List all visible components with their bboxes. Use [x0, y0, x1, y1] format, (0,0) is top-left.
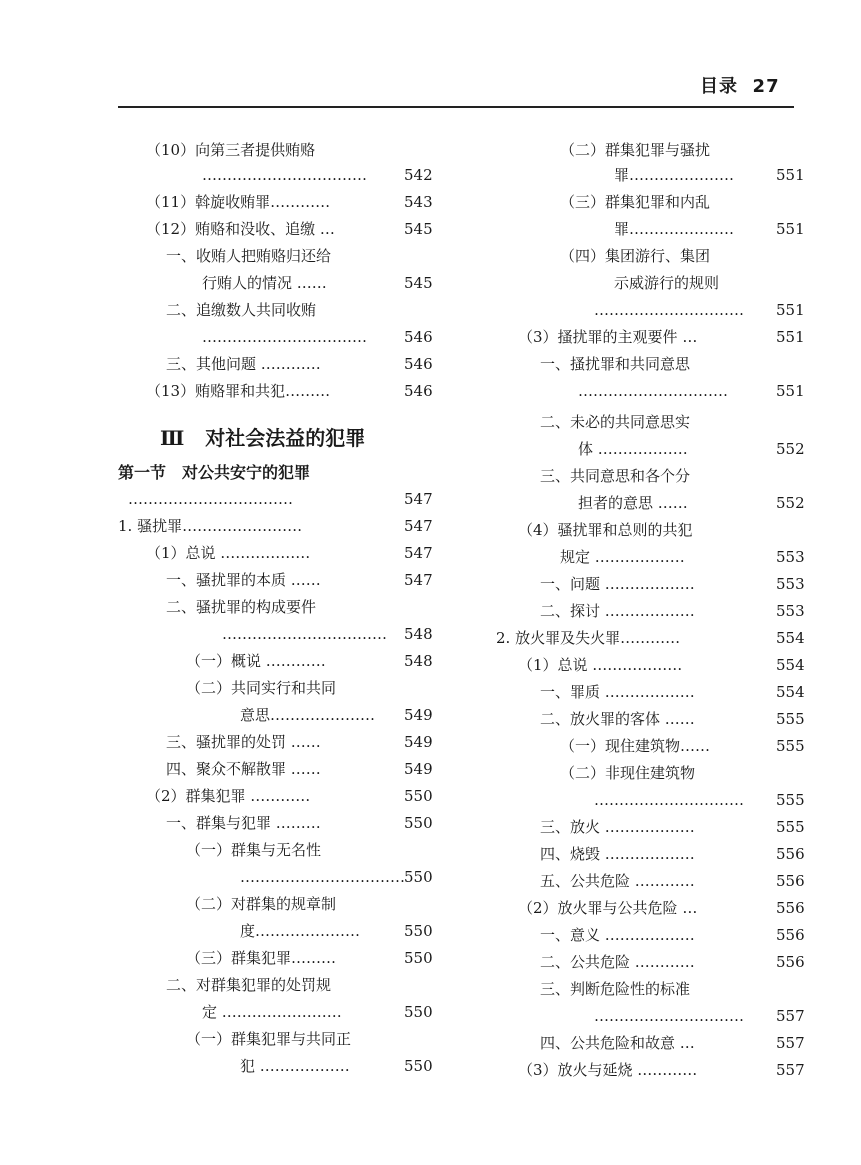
toc-page-number: 555 [776, 737, 805, 755]
running-header [700, 72, 780, 98]
toc-entry: …………………………… [222, 625, 387, 643]
toc-entry: 五、公共危险 ………… [540, 872, 695, 890]
toc-page-number: 550 [404, 868, 433, 886]
toc-page-number: 556 [776, 899, 805, 917]
toc-page-number: 556 [776, 953, 805, 971]
toc-entry: 三、其他问题 ………… [166, 355, 321, 373]
toc-page-number: 551 [776, 166, 805, 184]
header-page-number: 27 [752, 76, 780, 97]
toc-page-number: 550 [404, 787, 433, 805]
toc-page-number: 550 [404, 949, 433, 967]
toc-page-number: 553 [776, 548, 805, 566]
toc-entry: 二、放火罪的客体 …… [540, 710, 695, 728]
toc-entry: 一、意义 ……………… [540, 926, 695, 944]
toc-entry: 二、公共危险 ………… [540, 953, 695, 971]
toc-entry: 示威游行的规则 [614, 274, 720, 292]
part-title: 对社会法益的犯罪 [205, 426, 366, 450]
toc-page-number: 548 [404, 652, 433, 670]
toc-page-number: 556 [776, 845, 805, 863]
toc-page-number: 555 [776, 818, 805, 836]
toc-page-number: 554 [776, 656, 805, 674]
toc-entry: 一、骚扰罪的本质 …… [166, 571, 321, 589]
toc-entry: （四）集团游行、集团 [560, 247, 711, 265]
toc-entry: 1. 骚扰罪…………………… [118, 517, 303, 535]
toc-page-number: 549 [404, 733, 433, 751]
toc-entry: …………………………… [202, 166, 367, 184]
toc-entry: ………………………… [594, 791, 744, 809]
toc-entry: 三、共同意思和各个分 [540, 467, 691, 485]
toc-page-number: 557 [776, 1007, 805, 1025]
toc-page-number: 556 [776, 872, 805, 890]
chapter-heading: 第一节 对公共安宁的犯罪 [118, 463, 311, 482]
part-numeral: Ⅲ [160, 426, 185, 450]
toc-entry: 一、搔扰罪和共同意思 [540, 355, 691, 373]
toc-page-number: 550 [404, 1057, 433, 1075]
toc-page-number: 550 [404, 1003, 433, 1021]
toc-page-number: 549 [404, 706, 433, 724]
toc-page-number: 546 [404, 355, 433, 373]
toc-page-number: 551 [776, 220, 805, 238]
toc-entry: （二）对群集的规章制 [186, 895, 337, 913]
toc-entry: 一、罪质 ……………… [540, 683, 695, 701]
toc-entry: 二、追缴数人共同收贿 [166, 301, 317, 319]
toc-entry: 罪………………… [614, 166, 735, 184]
toc-page-number: 551 [776, 382, 805, 400]
toc-entry: 二、骚扰罪的构成要件 [166, 598, 317, 616]
toc-entry: 度………………… [240, 922, 361, 940]
toc-entry: （三）群集犯罪……… [186, 949, 337, 967]
toc-page-number: 548 [404, 625, 433, 643]
toc-entry: （一）现住建筑物…… [560, 737, 711, 755]
header-title: 目录 [700, 76, 738, 97]
header-rule [118, 106, 794, 108]
toc-page-number: 546 [404, 328, 433, 346]
toc-page-number: 551 [776, 301, 805, 319]
toc-page-number: 543 [404, 193, 433, 211]
toc-page-number: 554 [776, 683, 805, 701]
toc-entry: （二）非现住建筑物 [560, 764, 696, 782]
toc-entry: 意思………………… [240, 706, 376, 724]
part-heading [160, 425, 365, 451]
toc-entry: （1）总说 ……………… [518, 656, 683, 674]
toc-page-number: 556 [776, 926, 805, 944]
toc-entry: ………………………… [594, 301, 744, 319]
toc-entry: 二、对群集犯罪的处罚规 [166, 976, 332, 994]
toc-page-number: 545 [404, 274, 433, 292]
toc-entry: 三、判断危险性的标准 [540, 980, 691, 998]
toc-entry: 一、群集与犯罪 ……… [166, 814, 321, 832]
toc-entry: （二）共同实行和共同 [186, 679, 337, 697]
toc-entry: 犯 ……………… [240, 1057, 350, 1075]
toc-page-number: 551 [776, 328, 805, 346]
toc-page-number: 557 [776, 1034, 805, 1052]
toc-entry: （2）放火罪与公共危险 … [518, 899, 698, 917]
toc-entry: 2. 放火罪及失火罪………… [496, 629, 681, 647]
toc-page-number: 550 [404, 922, 433, 940]
toc-page-number: 553 [776, 602, 805, 620]
toc-entry: （10）向第三者提供贿赂 [146, 141, 316, 159]
toc-page-number: 552 [776, 440, 805, 458]
toc-entry: …………………………… [202, 328, 367, 346]
toc-entry: （三）群集犯罪和内乱 [560, 193, 711, 211]
toc-entry: 担者的意思 …… [578, 494, 688, 512]
toc-entry: （一）概说 ………… [186, 652, 326, 670]
toc-entry: 罪………………… [614, 220, 735, 238]
toc-page-number: 549 [404, 760, 433, 778]
toc-entry: 三、放火 ……………… [540, 818, 695, 836]
toc-page-number: 547 [404, 571, 433, 589]
toc-entry: 二、探讨 ……………… [540, 602, 695, 620]
toc-page-number: 557 [776, 1061, 805, 1079]
toc-entry: 四、聚众不解散罪 …… [166, 760, 321, 778]
toc-page-number: 546 [404, 382, 433, 400]
toc-entry: （3）搔扰罪的主观要件 … [518, 328, 698, 346]
toc-entry: …………………………… [240, 868, 405, 886]
toc-entry: ………………………… [594, 1007, 744, 1025]
toc-entry: 三、骚扰罪的处罚 …… [166, 733, 321, 751]
toc-entry: 二、未必的共同意思实 [540, 413, 691, 431]
toc-entry: …………………………… [128, 490, 293, 508]
toc-page-number: 552 [776, 494, 805, 512]
toc-entry: 一、问题 ……………… [540, 575, 695, 593]
toc-entry: ………………………… [578, 382, 728, 400]
toc-page-number: 547 [404, 544, 433, 562]
toc-entry: （1）总说 ……………… [146, 544, 311, 562]
toc-page-number: 554 [776, 629, 805, 647]
toc-entry: 定 …………………… [202, 1003, 342, 1021]
toc-entry: 体 ……………… [578, 440, 688, 458]
toc-entry: （二）群集犯罪与骚扰 [560, 141, 711, 159]
toc-entry: （一）群集犯罪与共同正 [186, 1030, 352, 1048]
toc-entry: 行贿人的情况 …… [202, 274, 327, 292]
toc-entry: （13）贿赂罪和共犯……… [146, 382, 331, 400]
toc-page-number: 553 [776, 575, 805, 593]
toc-page-number: 545 [404, 220, 433, 238]
toc-page-number: 542 [404, 166, 433, 184]
toc-entry: 四、公共危险和故意 … [540, 1034, 695, 1052]
toc-entry: 四、烧毁 ……………… [540, 845, 695, 863]
toc-entry: 一、收贿人把贿赂归还给 [166, 247, 332, 265]
toc-page-number: 555 [776, 791, 805, 809]
toc-entry: 规定 ……………… [560, 548, 685, 566]
toc-entry: （3）放火与延烧 ………… [518, 1061, 698, 1079]
toc-page-number: 555 [776, 710, 805, 728]
toc-entry: （2）群集犯罪 ………… [146, 787, 311, 805]
toc-entry: （4）骚扰罪和总则的共犯 [518, 521, 693, 539]
toc-page-number: 547 [404, 490, 433, 508]
toc-page-number: 550 [404, 814, 433, 832]
toc-entry: （12）贿赂和没收、追缴 … [146, 220, 335, 238]
toc-entry: （11）斡旋收贿罪………… [146, 193, 331, 211]
toc-entry: （一）群集与无名性 [186, 841, 322, 859]
toc-page-number: 547 [404, 517, 433, 535]
